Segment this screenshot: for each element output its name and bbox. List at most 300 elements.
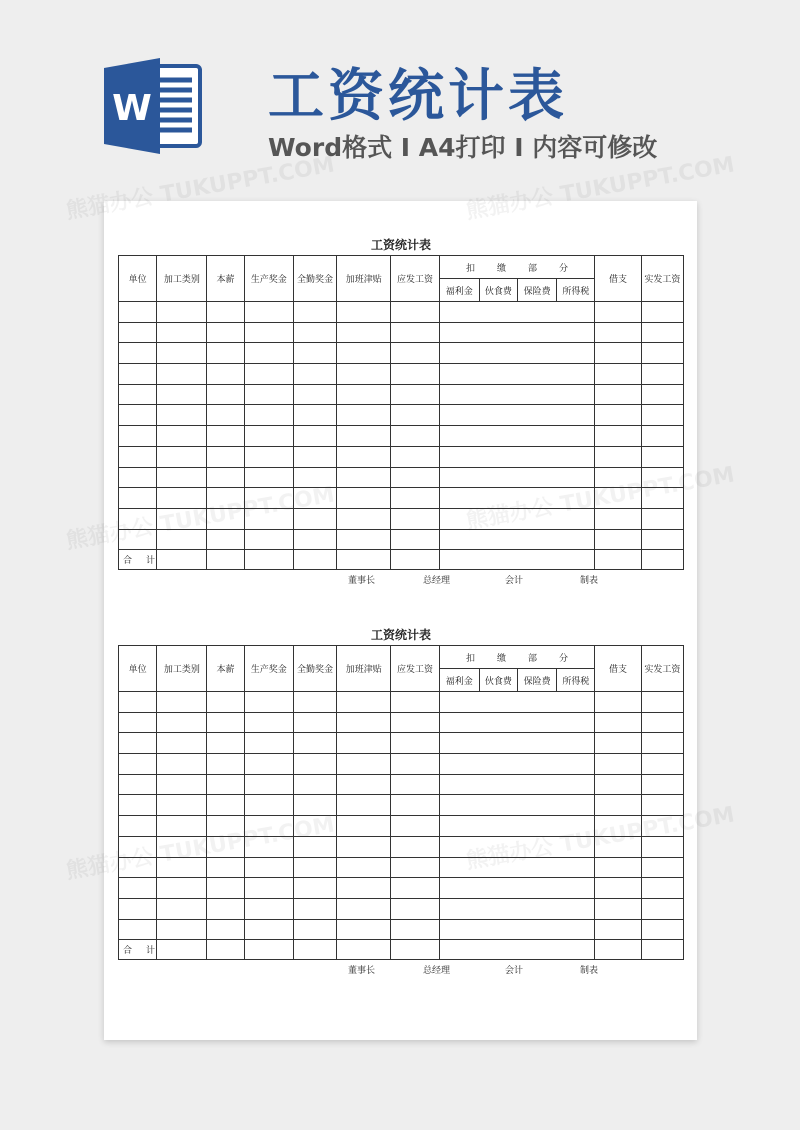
table-cell[interactable]: [157, 857, 207, 878]
table-cell[interactable]: [641, 836, 683, 857]
table-cell[interactable]: [207, 816, 244, 837]
table-cell[interactable]: [293, 322, 336, 343]
table-cell[interactable]: [595, 529, 641, 550]
table-cell[interactable]: [641, 384, 683, 405]
table-cell[interactable]: [157, 322, 207, 343]
table-cell[interactable]: [439, 364, 595, 385]
signature-chairman: 董事长: [348, 576, 376, 587]
table-cell[interactable]: [641, 816, 683, 837]
header-advance: 借支: [595, 256, 641, 302]
table-cell[interactable]: [293, 774, 336, 795]
table-cell[interactable]: [337, 364, 391, 385]
table-cell[interactable]: [391, 857, 439, 878]
table-cell[interactable]: [641, 774, 683, 795]
table-cell[interactable]: [391, 878, 439, 899]
header-gross-pay: 应发工资: [391, 256, 439, 302]
table-cell[interactable]: [119, 878, 157, 899]
header-meal-fee: 伙食费: [479, 669, 517, 692]
table-cell[interactable]: [337, 733, 391, 754]
table-cell[interactable]: [439, 508, 595, 529]
table-cell[interactable]: [119, 857, 157, 878]
table-cell[interactable]: [595, 857, 641, 878]
table-cell[interactable]: [157, 467, 207, 488]
table-cell[interactable]: [391, 508, 439, 529]
table-cell[interactable]: [337, 898, 391, 919]
header-meal-fee: 伙食费: [479, 279, 517, 302]
table-cell[interactable]: [391, 919, 439, 940]
table-cell[interactable]: [119, 446, 157, 467]
table-cell[interactable]: [439, 488, 595, 509]
table-cell[interactable]: [119, 774, 157, 795]
table-cell[interactable]: [391, 754, 439, 775]
table-cell[interactable]: [293, 712, 336, 733]
table-cell[interactable]: [439, 857, 595, 878]
table-cell[interactable]: [244, 364, 293, 385]
table-cell[interactable]: [337, 878, 391, 899]
table-cell[interactable]: [157, 529, 207, 550]
table-cell[interactable]: [391, 364, 439, 385]
table-cell[interactable]: [641, 919, 683, 940]
table-cell[interactable]: [641, 364, 683, 385]
table-cell[interactable]: [157, 878, 207, 899]
table-cell[interactable]: [595, 446, 641, 467]
table-cell[interactable]: [207, 919, 244, 940]
table-cell[interactable]: [595, 878, 641, 899]
sheet-title: 工资统计表: [370, 628, 431, 642]
table-cell[interactable]: [119, 405, 157, 426]
header-deductions: [439, 646, 595, 669]
table-cell[interactable]: [244, 919, 293, 940]
table-cell[interactable]: [244, 795, 293, 816]
table-cell[interactable]: [439, 733, 595, 754]
table-cell[interactable]: [157, 919, 207, 940]
table-cell[interactable]: [595, 816, 641, 837]
header-attendance-bonus: 全勤奖金: [293, 256, 336, 302]
table-cell[interactable]: [337, 426, 391, 447]
table-cell[interactable]: [293, 364, 336, 385]
table-cell[interactable]: [207, 774, 244, 795]
header-attendance-bonus: 全勤奖金: [293, 646, 336, 692]
table-row: [119, 836, 684, 857]
table-cell[interactable]: [337, 529, 391, 550]
table-cell[interactable]: [119, 488, 157, 509]
table-cell[interactable]: [439, 878, 595, 899]
table-cell[interactable]: [641, 467, 683, 488]
table-cell[interactable]: [207, 857, 244, 878]
table-cell[interactable]: [119, 836, 157, 857]
table-cell[interactable]: [293, 343, 336, 364]
table-cell[interactable]: [439, 898, 595, 919]
table-cell[interactable]: [293, 529, 336, 550]
table-cell[interactable]: [391, 816, 439, 837]
table-cell[interactable]: [641, 692, 683, 713]
table-row: [119, 384, 684, 405]
table-cell[interactable]: [293, 488, 336, 509]
table-cell[interactable]: [391, 898, 439, 919]
table-cell[interactable]: [641, 322, 683, 343]
table-cell[interactable]: [207, 692, 244, 713]
total-cell[interactable]: [641, 550, 683, 570]
table-cell[interactable]: [119, 322, 157, 343]
total-cell[interactable]: [391, 940, 439, 960]
table-cell[interactable]: [595, 405, 641, 426]
signature-accountant: 会计: [505, 576, 524, 587]
table-cell[interactable]: [119, 302, 157, 323]
table-row: [119, 488, 684, 509]
table-cell[interactable]: [595, 343, 641, 364]
header-production-bonus: 生产奖金: [244, 256, 293, 302]
table-cell[interactable]: [439, 692, 595, 713]
table-cell[interactable]: [595, 322, 641, 343]
table-cell[interactable]: [157, 384, 207, 405]
table-cell[interactable]: [157, 405, 207, 426]
watermark: 熊猫办公 TUKUPPT.COM: [64, 812, 337, 885]
table-cell[interactable]: [207, 467, 244, 488]
table-cell[interactable]: [337, 692, 391, 713]
table-cell[interactable]: [439, 816, 595, 837]
table-cell[interactable]: [595, 364, 641, 385]
table-cell[interactable]: [157, 754, 207, 775]
table-cell[interactable]: [244, 712, 293, 733]
deductions-char: 缴: [497, 653, 507, 664]
table-cell[interactable]: [157, 795, 207, 816]
table-cell[interactable]: [207, 322, 244, 343]
table-cell[interactable]: [439, 426, 595, 447]
table-cell[interactable]: [207, 384, 244, 405]
table-cell[interactable]: [439, 343, 595, 364]
table-cell[interactable]: [157, 816, 207, 837]
table-cell[interactable]: [157, 712, 207, 733]
table-cell[interactable]: [244, 733, 293, 754]
table-cell[interactable]: [391, 529, 439, 550]
table-cell[interactable]: [244, 878, 293, 899]
total-cell[interactable]: [157, 550, 207, 570]
table-cell[interactable]: [391, 836, 439, 857]
table-cell[interactable]: [157, 488, 207, 509]
table-cell[interactable]: [337, 343, 391, 364]
table-cell[interactable]: [244, 816, 293, 837]
header-income-tax: 所得税: [557, 279, 595, 302]
table-cell[interactable]: [595, 836, 641, 857]
table-row: [119, 878, 684, 899]
table-cell[interactable]: [244, 426, 293, 447]
table-cell[interactable]: [337, 857, 391, 878]
table-row: [119, 322, 684, 343]
table-cell[interactable]: [391, 774, 439, 795]
table-cell[interactable]: [391, 795, 439, 816]
table-cell[interactable]: [207, 446, 244, 467]
table-cell[interactable]: [337, 836, 391, 857]
table-cell[interactable]: [207, 878, 244, 899]
table-cell[interactable]: [337, 508, 391, 529]
table-cell[interactable]: [595, 467, 641, 488]
table-cell[interactable]: [391, 343, 439, 364]
table-cell[interactable]: [244, 322, 293, 343]
table-cell[interactable]: [207, 712, 244, 733]
table-cell[interactable]: [641, 426, 683, 447]
table-cell[interactable]: [119, 384, 157, 405]
table-cell[interactable]: [119, 754, 157, 775]
table-cell[interactable]: [293, 795, 336, 816]
table-cell[interactable]: [337, 816, 391, 837]
table-cell[interactable]: [157, 898, 207, 919]
table-cell[interactable]: [641, 302, 683, 323]
table-cell[interactable]: [641, 446, 683, 467]
table-cell[interactable]: [207, 508, 244, 529]
watermark: 熊猫办公 TUKUPPT.COM: [464, 462, 737, 535]
table-cell[interactable]: [391, 467, 439, 488]
banner-title: 工资统计表: [268, 64, 568, 129]
table-cell[interactable]: [293, 919, 336, 940]
table-cell[interactable]: [641, 795, 683, 816]
table-cell[interactable]: [157, 302, 207, 323]
table-cell[interactable]: [439, 405, 595, 426]
header-overtime-allowance: 加班津贴: [337, 256, 391, 302]
signature-general-manager: 总经理: [423, 576, 451, 587]
table-cell[interactable]: [119, 426, 157, 447]
table-cell[interactable]: [244, 898, 293, 919]
table-cell[interactable]: [119, 733, 157, 754]
table-cell[interactable]: [207, 343, 244, 364]
table-cell[interactable]: [119, 795, 157, 816]
table-cell[interactable]: [244, 836, 293, 857]
table-cell[interactable]: [244, 488, 293, 509]
signature-general-manager: 总经理: [423, 966, 451, 977]
total-cell[interactable]: [439, 550, 595, 570]
table-cell[interactable]: [119, 898, 157, 919]
table-cell[interactable]: [157, 774, 207, 795]
total-cell[interactable]: [293, 940, 336, 960]
table-cell[interactable]: [293, 446, 336, 467]
table-cell[interactable]: [157, 836, 207, 857]
total-cell[interactable]: [439, 940, 595, 960]
table-cell[interactable]: [207, 364, 244, 385]
table-cell[interactable]: [439, 919, 595, 940]
table-cell[interactable]: [337, 754, 391, 775]
table-cell[interactable]: [293, 857, 336, 878]
table-cell[interactable]: [244, 508, 293, 529]
table-cell[interactable]: [439, 774, 595, 795]
table-cell[interactable]: [439, 836, 595, 857]
table-cell[interactable]: [595, 919, 641, 940]
table-cell[interactable]: [595, 774, 641, 795]
deductions-char: 扣: [466, 263, 476, 274]
table-cell[interactable]: [207, 898, 244, 919]
header-insurance: 保险费: [518, 279, 557, 302]
table-cell[interactable]: [207, 302, 244, 323]
table-cell[interactable]: [119, 692, 157, 713]
table-cell[interactable]: [244, 405, 293, 426]
total-cell[interactable]: [244, 550, 293, 570]
table-cell[interactable]: [641, 857, 683, 878]
table-cell[interactable]: [293, 754, 336, 775]
table-cell[interactable]: [641, 343, 683, 364]
table-cell[interactable]: [244, 857, 293, 878]
table-cell[interactable]: [337, 919, 391, 940]
table-cell[interactable]: [641, 898, 683, 919]
table-cell[interactable]: [293, 508, 336, 529]
table-cell[interactable]: [595, 754, 641, 775]
table-cell[interactable]: [207, 405, 244, 426]
total-cell[interactable]: [391, 550, 439, 570]
table-cell[interactable]: [439, 754, 595, 775]
table-cell[interactable]: [244, 774, 293, 795]
table-cell[interactable]: [595, 692, 641, 713]
table-cell[interactable]: [207, 488, 244, 509]
table-cell[interactable]: [595, 384, 641, 405]
table-row: [119, 405, 684, 426]
table-cell[interactable]: [641, 712, 683, 733]
table-cell[interactable]: [293, 836, 336, 857]
table-cell[interactable]: [119, 508, 157, 529]
table-cell[interactable]: [293, 405, 336, 426]
table-row: [119, 364, 684, 385]
table-cell[interactable]: [641, 754, 683, 775]
table-cell[interactable]: [439, 384, 595, 405]
table-cell[interactable]: [595, 426, 641, 447]
table-cell[interactable]: [641, 733, 683, 754]
table-cell[interactable]: [595, 898, 641, 919]
table-cell[interactable]: [293, 467, 336, 488]
table-cell[interactable]: [293, 692, 336, 713]
table-cell[interactable]: [337, 774, 391, 795]
table-cell[interactable]: [337, 446, 391, 467]
signature-preparer: 制表: [580, 576, 599, 587]
table-cell[interactable]: [244, 384, 293, 405]
table-cell[interactable]: [207, 795, 244, 816]
table-cell[interactable]: [641, 878, 683, 899]
total-cell[interactable]: [641, 940, 683, 960]
total-cell[interactable]: [244, 940, 293, 960]
table-cell[interactable]: [207, 754, 244, 775]
total-cell[interactable]: [337, 940, 391, 960]
total-cell[interactable]: [337, 550, 391, 570]
table-cell[interactable]: [595, 302, 641, 323]
table-row: [119, 712, 684, 733]
table-cell[interactable]: [439, 322, 595, 343]
table-cell[interactable]: [595, 508, 641, 529]
deductions-char: 扣: [466, 653, 476, 664]
deductions-char: 部: [528, 263, 538, 274]
total-cell[interactable]: [207, 940, 244, 960]
table-cell[interactable]: [293, 426, 336, 447]
table-cell[interactable]: [293, 384, 336, 405]
table-cell[interactable]: [293, 816, 336, 837]
table-cell[interactable]: [337, 795, 391, 816]
header-welfare-fund: 福利金: [439, 279, 479, 302]
total-cell[interactable]: [207, 550, 244, 570]
table-cell[interactable]: [439, 302, 595, 323]
table-cell[interactable]: [641, 508, 683, 529]
table-cell[interactable]: [595, 795, 641, 816]
table-cell[interactable]: [337, 467, 391, 488]
table-cell[interactable]: [337, 384, 391, 405]
table-cell[interactable]: [595, 712, 641, 733]
salary-sheet: [118, 625, 684, 976]
table-cell[interactable]: [391, 405, 439, 426]
total-cell[interactable]: [293, 550, 336, 570]
table-cell[interactable]: [391, 692, 439, 713]
table-cell[interactable]: [293, 878, 336, 899]
table-cell[interactable]: [439, 712, 595, 733]
table-cell[interactable]: [391, 446, 439, 467]
table-cell[interactable]: [119, 919, 157, 940]
table-cell[interactable]: [244, 529, 293, 550]
table-cell[interactable]: [391, 733, 439, 754]
table-cell[interactable]: [244, 692, 293, 713]
table-cell[interactable]: [244, 302, 293, 323]
table-cell[interactable]: [119, 816, 157, 837]
total-cell[interactable]: [595, 550, 641, 570]
header-unit: 单位: [119, 646, 157, 692]
table-cell[interactable]: [207, 836, 244, 857]
total-cell[interactable]: [157, 940, 207, 960]
table-cell[interactable]: [391, 426, 439, 447]
table-cell[interactable]: [641, 529, 683, 550]
table-cell[interactable]: [439, 529, 595, 550]
table-cell[interactable]: [641, 405, 683, 426]
table-cell[interactable]: [207, 426, 244, 447]
header-deductions: [439, 256, 595, 279]
table-cell[interactable]: [157, 426, 207, 447]
table-cell[interactable]: [244, 343, 293, 364]
table-cell[interactable]: [337, 322, 391, 343]
table-cell[interactable]: [293, 898, 336, 919]
table-cell[interactable]: [293, 733, 336, 754]
sheet-title: 工资统计表: [370, 238, 431, 252]
table-cell[interactable]: [207, 733, 244, 754]
table-cell[interactable]: [157, 343, 207, 364]
table-cell[interactable]: [119, 343, 157, 364]
banner: [0, 0, 800, 200]
table-cell[interactable]: [391, 712, 439, 733]
table-cell[interactable]: [439, 446, 595, 467]
table-cell[interactable]: [391, 488, 439, 509]
table-cell[interactable]: [337, 712, 391, 733]
total-cell[interactable]: [595, 940, 641, 960]
table-cell[interactable]: [157, 446, 207, 467]
table-cell[interactable]: [157, 733, 207, 754]
table-cell[interactable]: [157, 508, 207, 529]
table-row: [119, 467, 684, 488]
table-cell[interactable]: [244, 446, 293, 467]
header-base-salary: 本薪: [207, 646, 244, 692]
table-cell[interactable]: [391, 384, 439, 405]
signature-line: [118, 570, 684, 586]
table-cell[interactable]: [119, 467, 157, 488]
table-cell[interactable]: [119, 712, 157, 733]
table-cell[interactable]: [391, 322, 439, 343]
table-cell[interactable]: [337, 488, 391, 509]
table-cell[interactable]: [244, 754, 293, 775]
table-cell[interactable]: [337, 302, 391, 323]
table-cell[interactable]: [391, 302, 439, 323]
table-cell[interactable]: [439, 467, 595, 488]
table-cell[interactable]: [641, 488, 683, 509]
table-cell[interactable]: [244, 467, 293, 488]
table-cell[interactable]: [293, 302, 336, 323]
table-cell[interactable]: [157, 364, 207, 385]
table-cell[interactable]: [119, 364, 157, 385]
table-cell[interactable]: [119, 529, 157, 550]
table-cell[interactable]: [595, 733, 641, 754]
table-cell[interactable]: [439, 795, 595, 816]
header-overtime-allowance: 加班津贴: [337, 646, 391, 692]
table-cell[interactable]: [595, 488, 641, 509]
table-cell[interactable]: [157, 692, 207, 713]
table-cell[interactable]: [337, 405, 391, 426]
table-cell[interactable]: [207, 529, 244, 550]
